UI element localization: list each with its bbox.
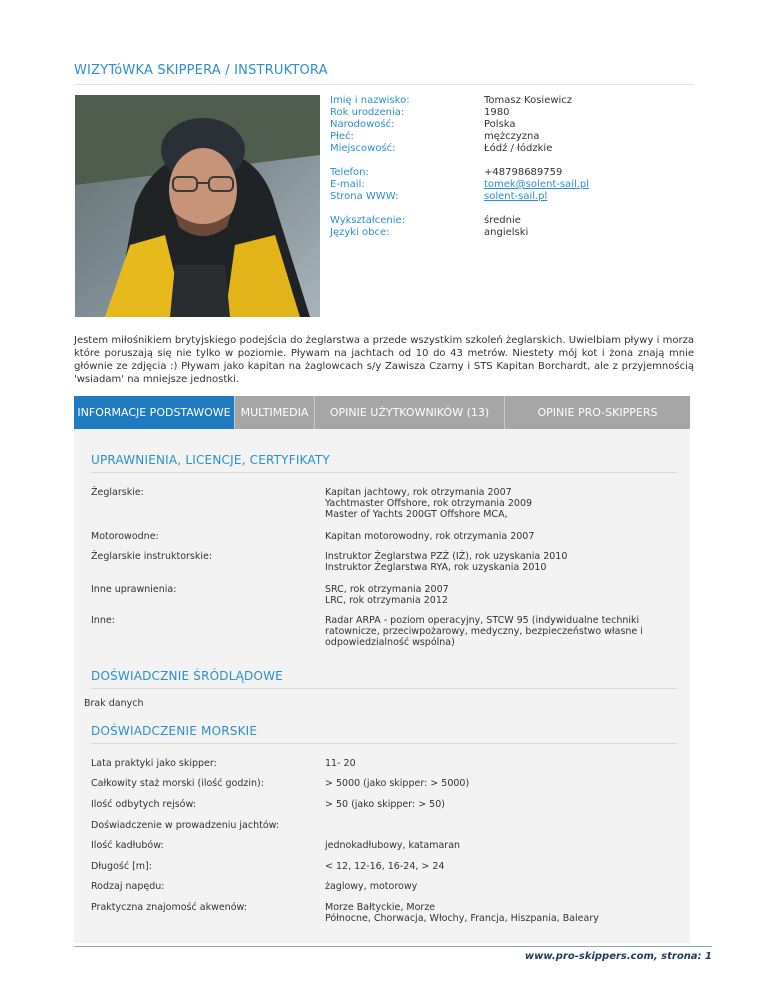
yacht-row (91, 902, 677, 924)
phone-value: +48798689759 (484, 167, 563, 178)
inland-heading: DOŚWIADCZNIE ŚRÓDLĄDOWE (91, 669, 283, 683)
page-footer: www.pro-skippers.com, strona: 1 (524, 951, 712, 962)
license-row (91, 487, 677, 520)
name-label: Imię i nazwisko: (330, 95, 410, 106)
license-row (91, 584, 677, 606)
license-line: Yachtmaster Offshore, rok otrzymania 2009 (325, 498, 533, 509)
license-row (91, 615, 677, 648)
languages-label: Języki obce: (330, 227, 390, 238)
phone-label: Telefon: (330, 167, 369, 178)
yacht-label: Ilość kadłubów: (91, 840, 164, 851)
personal-details (330, 95, 589, 155)
license-label: Motorowodne: (91, 531, 159, 542)
licenses-heading: UPRAWNIENIA, LICENCJE, CERTYFIKATY (91, 453, 330, 467)
footer-divider (74, 946, 712, 947)
license-line: Kapitan motorowodny, rok otrzymania 2007 (325, 531, 535, 542)
yacht-experience-subheading: Doświadczenie w prowadzeniu jachtów: (91, 820, 280, 831)
gender-label: Płeć: (330, 131, 354, 142)
license-line: Master of Yachts 200GT Offshore MCA, (325, 509, 508, 520)
website-label: Strona WWW: (330, 191, 399, 202)
tab-multimedia[interactable]: MULTIMEDIA (234, 396, 314, 429)
sea-label: Ilość odbytych rejsów: (91, 799, 196, 810)
yacht-row (91, 861, 677, 872)
gender-value: mężczyzna (484, 131, 540, 142)
section-divider (91, 472, 677, 473)
nationality-label: Narodowość: (330, 119, 395, 130)
license-label: Inne uprawnienia: (91, 584, 177, 595)
sea-value: 11- 20 (325, 758, 356, 769)
birth-year-label: Rok urodzenia: (330, 107, 405, 118)
yacht-value: jednokadłubowy, katamaran (325, 840, 461, 851)
license-label: Inne: (91, 615, 115, 626)
skipper-photo (75, 95, 320, 317)
city-label: Miejscowość: (330, 143, 396, 154)
tab-basic-info[interactable]: INFORMACJE PODSTAWOWE (74, 396, 234, 429)
education-value: średnie (484, 215, 521, 226)
education-details (330, 215, 589, 239)
license-line: LRC, rok otrzymania 2012 (325, 595, 448, 606)
license-line: Instruktor Żeglarstwa RYA, rok uzyskania 2010 (325, 562, 547, 573)
yacht-row (91, 881, 677, 892)
license-row (91, 551, 677, 573)
yacht-value: Morze Bałtyckie, Morze (325, 902, 436, 913)
sea-value: > 50 (jako skipper: > 50) (325, 799, 445, 810)
section-divider (91, 743, 677, 744)
content-panel (74, 429, 690, 943)
email-link[interactable]: tomek@solent-sail.pl (484, 179, 590, 190)
yacht-value: żaglowy, motorowy (325, 881, 418, 892)
intro-text: Jestem miłośnikiem brytyjskiego podejścia do żeglarstwa a przede wszystkim szkoleń żeglarskich. Uwielbiam pływy i morza które poruszają się nie tylko w poziomie. Pływam na jachtach od 10 do 43 metrów. Niestety mój kot i żona znają mnie głównie ze zdjęcia :) Pływam jako kapitan na żaglowcach s/y Zawisza Czarny i STS Kapitan Borchardt, ale z przyjemnością 'wsiadam' na mniejsze jednostki. (74, 335, 694, 385)
page-title: WIZYTóWKA SKIPPERA / INSTRUKTORA (74, 63, 328, 78)
license-line: Instruktor Żeglarstwa PZŻ (IŻ), rok uzyskania 2010 (325, 551, 568, 562)
title-divider (74, 84, 694, 85)
name-value: Tomasz Kosiewicz (484, 95, 573, 106)
yacht-value: Północne, Chorwacja, Włochy, Francja, Hiszpania, Baleary (325, 913, 599, 924)
license-line: Kapitan jachtowy, rok otrzymania 2007 (325, 487, 512, 498)
yacht-label: Praktyczna znajomość akwenów: (91, 902, 247, 913)
sea-row (91, 758, 677, 769)
nationality-value: Polska (484, 119, 516, 130)
tab-user-reviews[interactable]: OPINIE UŻYTKOWNIKÓW (13) (314, 396, 504, 429)
yacht-label: Długość [m]: (91, 861, 152, 872)
license-line: Radar ARPA - poziom operacyjny, STCW 95 (indywidualne techniki (325, 615, 640, 626)
license-label: Żeglarskie: (91, 487, 144, 498)
license-line: SRC, rok otrzymania 2007 (325, 584, 449, 595)
website-link[interactable]: solent-sail.pl (484, 191, 548, 202)
personal-info (330, 95, 589, 251)
education-label: Wykształcenie: (330, 215, 406, 226)
sea-heading: DOŚWIADCZENIE MORSKIE (91, 724, 258, 738)
yacht-label: Rodzaj napędu: (91, 881, 165, 892)
sea-row (91, 778, 677, 789)
sea-value: > 5000 (jako skipper: > 5000) (325, 778, 470, 789)
sea-label: Lata praktyki jako skipper: (91, 758, 217, 769)
license-label: Żeglarskie instruktorskie: (91, 551, 213, 562)
city-value: Łódź / łódzkie (484, 143, 553, 154)
languages-value: angielski (484, 227, 529, 238)
license-row (91, 531, 677, 542)
yacht-row (91, 840, 677, 851)
email-label: E-mail: (330, 179, 365, 190)
section-divider (91, 688, 677, 689)
sea-row (91, 799, 677, 810)
sea-label: Całkowity staż morski (ilość godzin): (91, 778, 264, 789)
birth-year-value: 1980 (484, 107, 510, 118)
contact-details (330, 167, 589, 203)
license-line: odpowiedzialność wspólna) (325, 637, 455, 648)
tab-bar (74, 396, 690, 429)
license-line: ratownicze, przeciwpożarowy, medyczny, bezpieczeństwo własne i (325, 626, 643, 637)
inland-no-data: Brak danych (84, 698, 144, 709)
yacht-value: < 12, 12-16, 16-24, > 24 (325, 861, 445, 872)
tab-pro-skippers-reviews[interactable]: OPINIE PRO-SKIPPERS (504, 396, 690, 429)
